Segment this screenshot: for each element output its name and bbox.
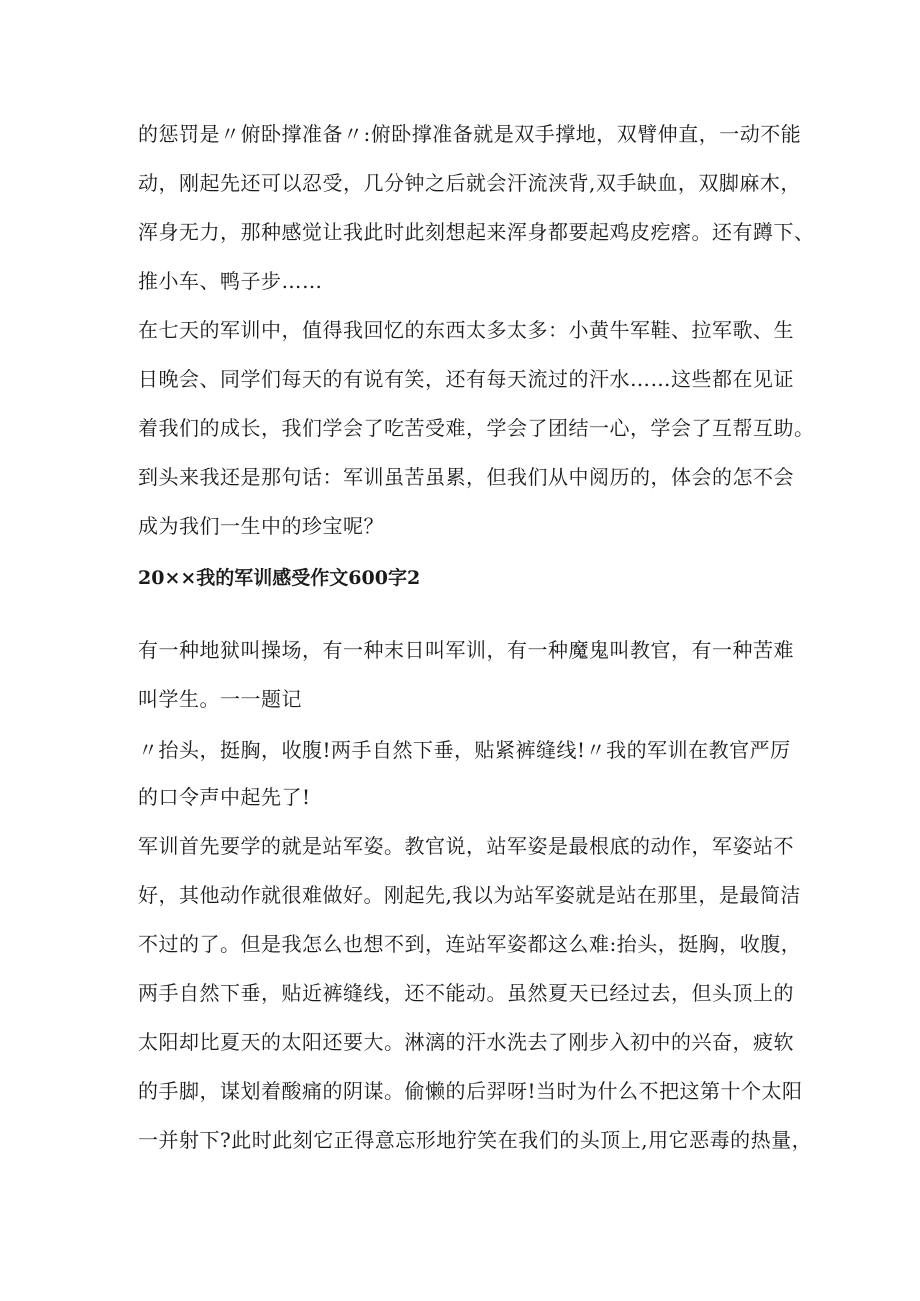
paragraph-line: 着我们的成长，我们学会了吃苦受难，学会了团结一心，学会了互帮互助。: [138, 416, 815, 440]
paragraph-line: 好，其他动作就很难做好。刚起先,我以为站军姿就是站在那里，是最简洁: [138, 883, 801, 907]
paragraph-line: 两手自然下垂，贴近裤缝线，还不能动。虽然夏天已经过去，但头顶上的: [138, 981, 794, 1005]
paragraph-line: 一并射下?此时此刻它正得意忘形地狞笑在我们的头顶上,用它恶毒的热量，: [138, 1128, 813, 1152]
paragraph-line: 有一种地狱叫操场，有一种末日叫军训，有一种魔鬼叫教官，有一种苦难: [138, 638, 794, 662]
paragraph-line: 到头来我还是那句话：军训虽苦虽累，但我们从中阅历的，体会的怎不会: [138, 465, 794, 489]
paragraph-line: 在七天的军训中，值得我回忆的东西太多太多：小黄牛军鞋、拉军歌、生: [138, 318, 794, 342]
paragraph-line: 太阳却比夏天的太阳还要大。淋漓的汗水洗去了刚步入初中的兴奋，疲软: [138, 1030, 794, 1054]
paragraph-line: 日晚会、同学们每天的有说有笑，还有每天流过的汗水……这些都在见证: [138, 367, 794, 391]
section-heading: 20××我的军训感受作文600字2: [138, 567, 421, 589]
paragraph-line: 军训首先要学的就是站军姿。教官说，站军姿是最根底的动作，军姿站不: [138, 834, 794, 858]
paragraph-line: 的口令声中起先了!: [138, 785, 311, 809]
paragraph-line: 不过的了。但是我怎么也想不到，连站军姿都这么难:抬头，挺胸，收腹，: [138, 932, 802, 956]
paragraph-line: 叫学生。一一题记: [138, 687, 302, 711]
paragraph-line: 浑身无力，那种感觉让我此时此刻想起来浑身都要起鸡皮疙瘩。还有蹲下、: [138, 220, 815, 244]
paragraph-line: 的惩罚是〃俯卧撑准备〃:俯卧撑准备就是双手撑地，双臂伸直，一动不能: [138, 122, 802, 146]
paragraph-line: 成为我们一生中的珍宝呢？: [138, 514, 384, 538]
paragraph-line: 动，刚起先还可以忍受，几分钟之后就会汗流浃背,双手缺血，双脚麻木，: [138, 171, 801, 195]
paragraph-line: 的手脚，谋划着酸痛的阴谋。偷懒的后羿呀!当时为什么不把这第十个太阳: [138, 1079, 803, 1103]
paragraph-line: 〃抬头，挺胸，收腹!两手自然下垂，贴紧裤缝线!〃我的军训在教官严厉: [138, 738, 791, 762]
paragraph-line: 推小车、鸭子步……: [138, 269, 323, 293]
